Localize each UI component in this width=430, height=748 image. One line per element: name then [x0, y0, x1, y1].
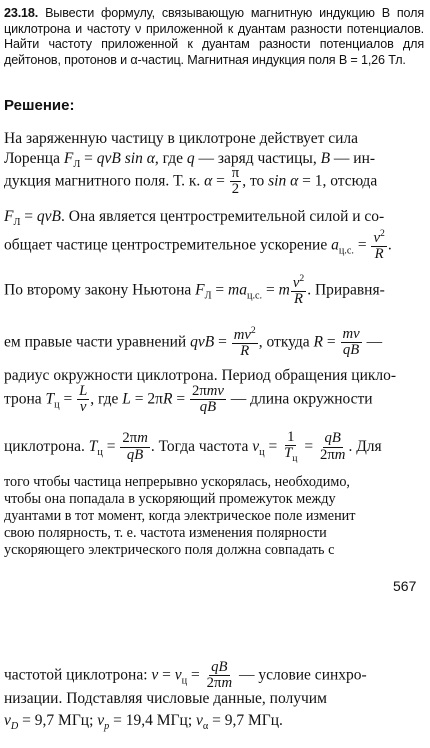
solution-line: свою полярность, т. е. частота изменения полярности: [4, 525, 327, 541]
problem-text: Вывести формулу, связывающую магнитную индукцию B поля циклотрона и частоту ν приложенной к дуантам разности потенциалов. Найти частоту приложенной к дуантам разности потенциалов для дейтонов, протонов и α-частиц. Магнитная индукция поля B = 1,26 Тл.: [4, 6, 424, 67]
result-deuteron: 9,7 МГц: [34, 712, 90, 729]
solution-line: циклотрона. $T_ц$ = $\frac{2\pi m}{qB}$ . Тогда частота $\nu_ц$ = $\frac{1}{T_ц}$ = $\frac{qB}{2\pi m}$ . Для: [4, 429, 382, 465]
solution-line: того чтобы частица непрерывно ускорялась, необходимо,: [4, 474, 350, 490]
solution-line: ем правые части уравнений qvB = $\frac{mv^2}{R}$ , откуда R = $\frac{mv}{qB}$ —: [4, 325, 383, 360]
solution-heading: Решение:: [4, 97, 75, 114]
solution-line: По второму закону Ньютона $F_Л = ma_{ц.с.} = m$ $\frac{v^2}{R}$ . Приравня-: [4, 273, 385, 308]
solution-line: чтобы она попадала в ускоряющий промежуток между: [4, 491, 336, 507]
page-break: [0, 600, 430, 628]
solution-line: дуантами в тот момент, когда электрическое поле изменит: [4, 508, 356, 524]
results-line: $\nu_D = 9,7$ МГц; $\nu_p = 19,4$ МГц; $\nu_\alpha = 9,7$ МГц.: [4, 712, 283, 733]
solution-line: общает частице центростремительное ускорение $a_{ц.с.}$ = $\frac{v^2}{R}$ .: [4, 228, 392, 263]
solution-line: Лоренца $F_Л$ = qvB sin α, где q — заряд частицы, B — ин-: [4, 150, 376, 171]
solution-line: дукция магнитного поля. Т. к. α = $\frac{\pi}{2}$ , то sin α = 1, отсюда: [4, 165, 378, 198]
result-alpha: 9,7 МГц: [224, 712, 280, 729]
solution-line: низации. Подставляя числовые данные, получим: [4, 690, 327, 707]
solution-line: радиус окружности циклотрона. Период обращения цикло-: [4, 367, 397, 384]
solution-line: ускоряющего электрического поля должна совпадать с: [4, 542, 335, 558]
solution-line: частотой циклотрона: $\nu = \nu_ц$ = $\frac{qB}{2\pi m}$ — условие синхро-: [4, 659, 367, 692]
result-proton: 19,4 МГц: [125, 712, 188, 729]
solution-line: трона $T_ц$ = $\frac{L}{v}$ , где L = 2πR = $\frac{\text{2πmv}}{qB}$ — длина окружности: [4, 383, 373, 416]
solution-line: На заряженную частицу в циклотроне действует сила: [4, 130, 359, 147]
problem-number: 23.18.: [4, 6, 39, 20]
problem-statement: [4, 6, 424, 68]
page-number: 567: [393, 578, 417, 594]
solution-line: $F_Л$ = qvB. Она является центростремительной силой и со-: [4, 208, 385, 229]
